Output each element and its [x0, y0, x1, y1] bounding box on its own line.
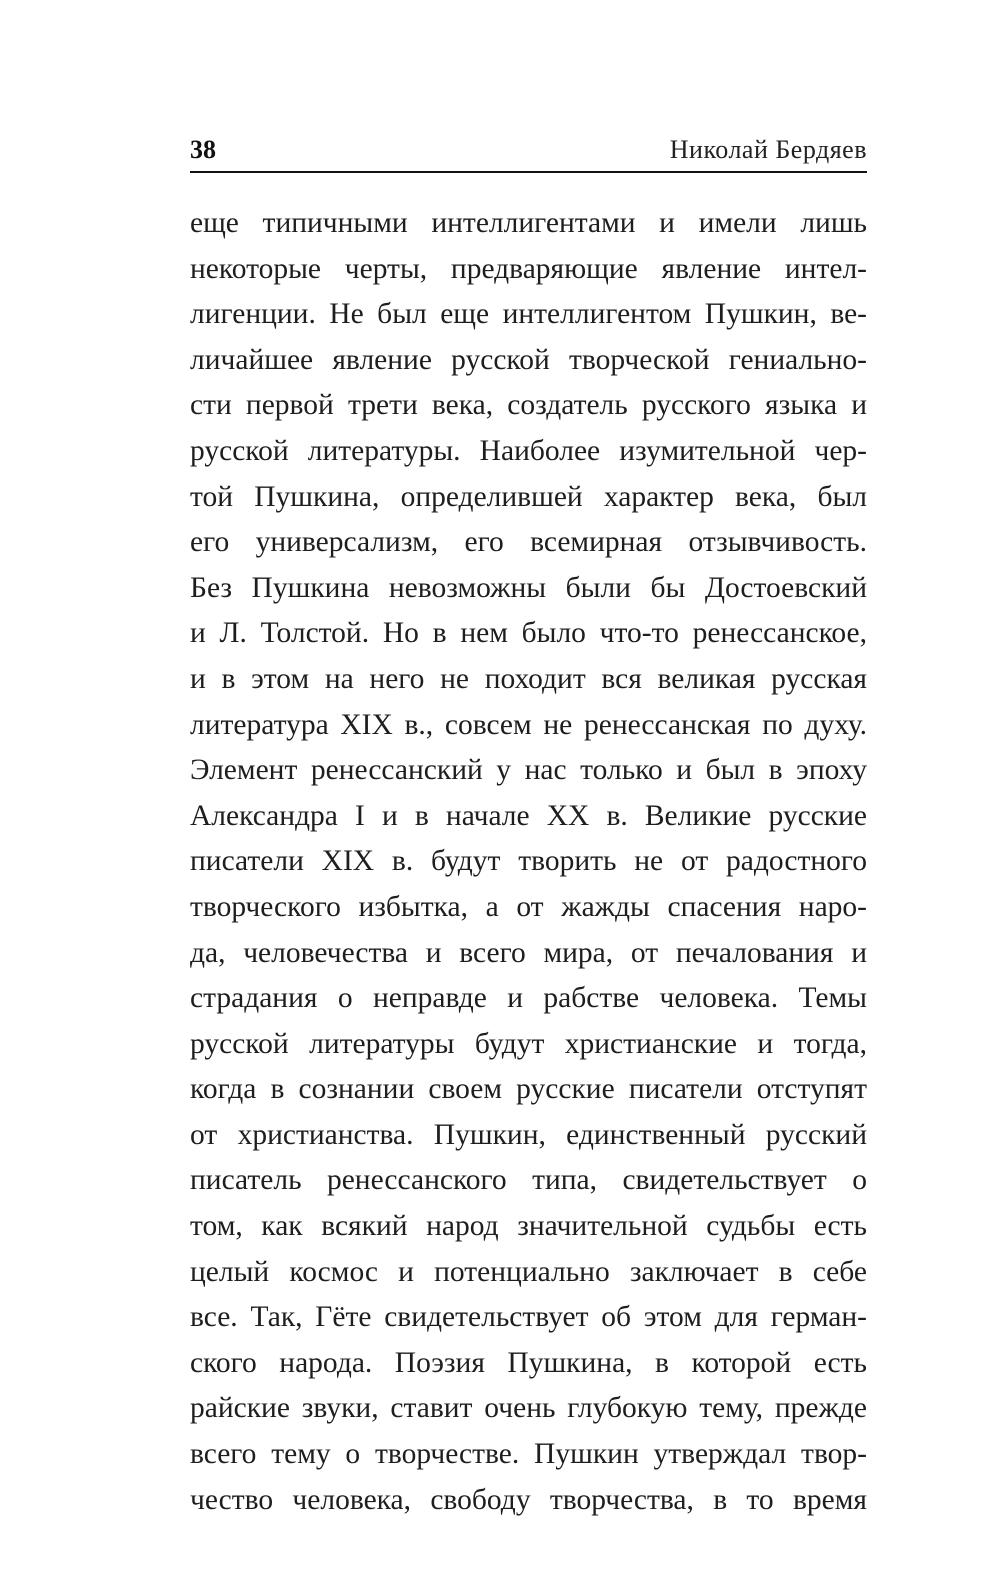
text-line: ского народа. Поэзия Пушкина, в которой есть [190, 1346, 867, 1379]
page-number: 38 [190, 135, 216, 164]
text-line: еще типичными интеллигентами и имели лишь [190, 207, 867, 239]
text-line: и Л. Толстой. Но в нем было что-то ренессанское, [190, 617, 867, 650]
text-line: писатели XIX в. будут творить не от радостного [190, 845, 867, 878]
text-line: Без Пушкина невозможны были бы Достоевский [190, 571, 867, 604]
text-line: и в этом на него не походит вся великая русская [190, 662, 867, 695]
text-line: страдания о неправде и рабстве человека. Темы [190, 982, 867, 1015]
text-line: когда в сознании своем русские писатели отступят [190, 1073, 867, 1106]
text-line: личайшее явление русской творческой гениально- [190, 343, 867, 376]
header-rule [190, 171, 867, 173]
text-line: всего тему о творчестве. Пушкин утверждал твор- [190, 1438, 867, 1471]
text-line: от христианства. Пушкин, единственный русский [190, 1118, 867, 1151]
text-line: райские звуки, ставит очень глубокую тему, прежде [190, 1392, 867, 1425]
text-line: да, человечества и всего мира, от печалования и [190, 936, 867, 969]
text-line: чество человека, свободу творчества, в то время [190, 1483, 867, 1516]
text-line: той Пушкина, определившей характер века, был [190, 480, 867, 513]
running-head-author: Николай Бердяев [669, 135, 867, 164]
text-line: некоторые черты, предваряющие явление интел- [190, 252, 867, 285]
text-line: литература XIX в., совсем не ренессанская по духу. [190, 708, 867, 741]
text-line: русской литературы будут христианские и тогда, [190, 1027, 867, 1060]
text-line: русской литературы. Наиболее изумительной чер- [190, 434, 867, 467]
running-head [190, 128, 867, 172]
text-line: сти первой трети века, создатель русского языка и [190, 389, 867, 422]
text-line: лигенции. Не был еще интеллигентом Пушкин, ве- [190, 298, 867, 331]
text-line: писатель ренессанского типа, свидетельствует о [190, 1164, 867, 1197]
body-text [190, 201, 867, 1523]
text-line: творческого избытка, а от жажды спасения наро- [190, 890, 867, 923]
text-line: Александра I и в начале XX в. Великие русские [190, 799, 867, 832]
text-line: его универсализм, его всемирная отзывчивость. [190, 526, 867, 559]
text-line: Элемент ренессанский у нас только и был в эпоху [190, 754, 867, 787]
text-line: целый космос и потенциально заключает в себе [190, 1255, 867, 1288]
text-line: все. Так, Гёте свидетельствует об этом для герман- [190, 1301, 867, 1334]
text-line: том, как всякий народ значительной судьбы есть [190, 1210, 867, 1243]
